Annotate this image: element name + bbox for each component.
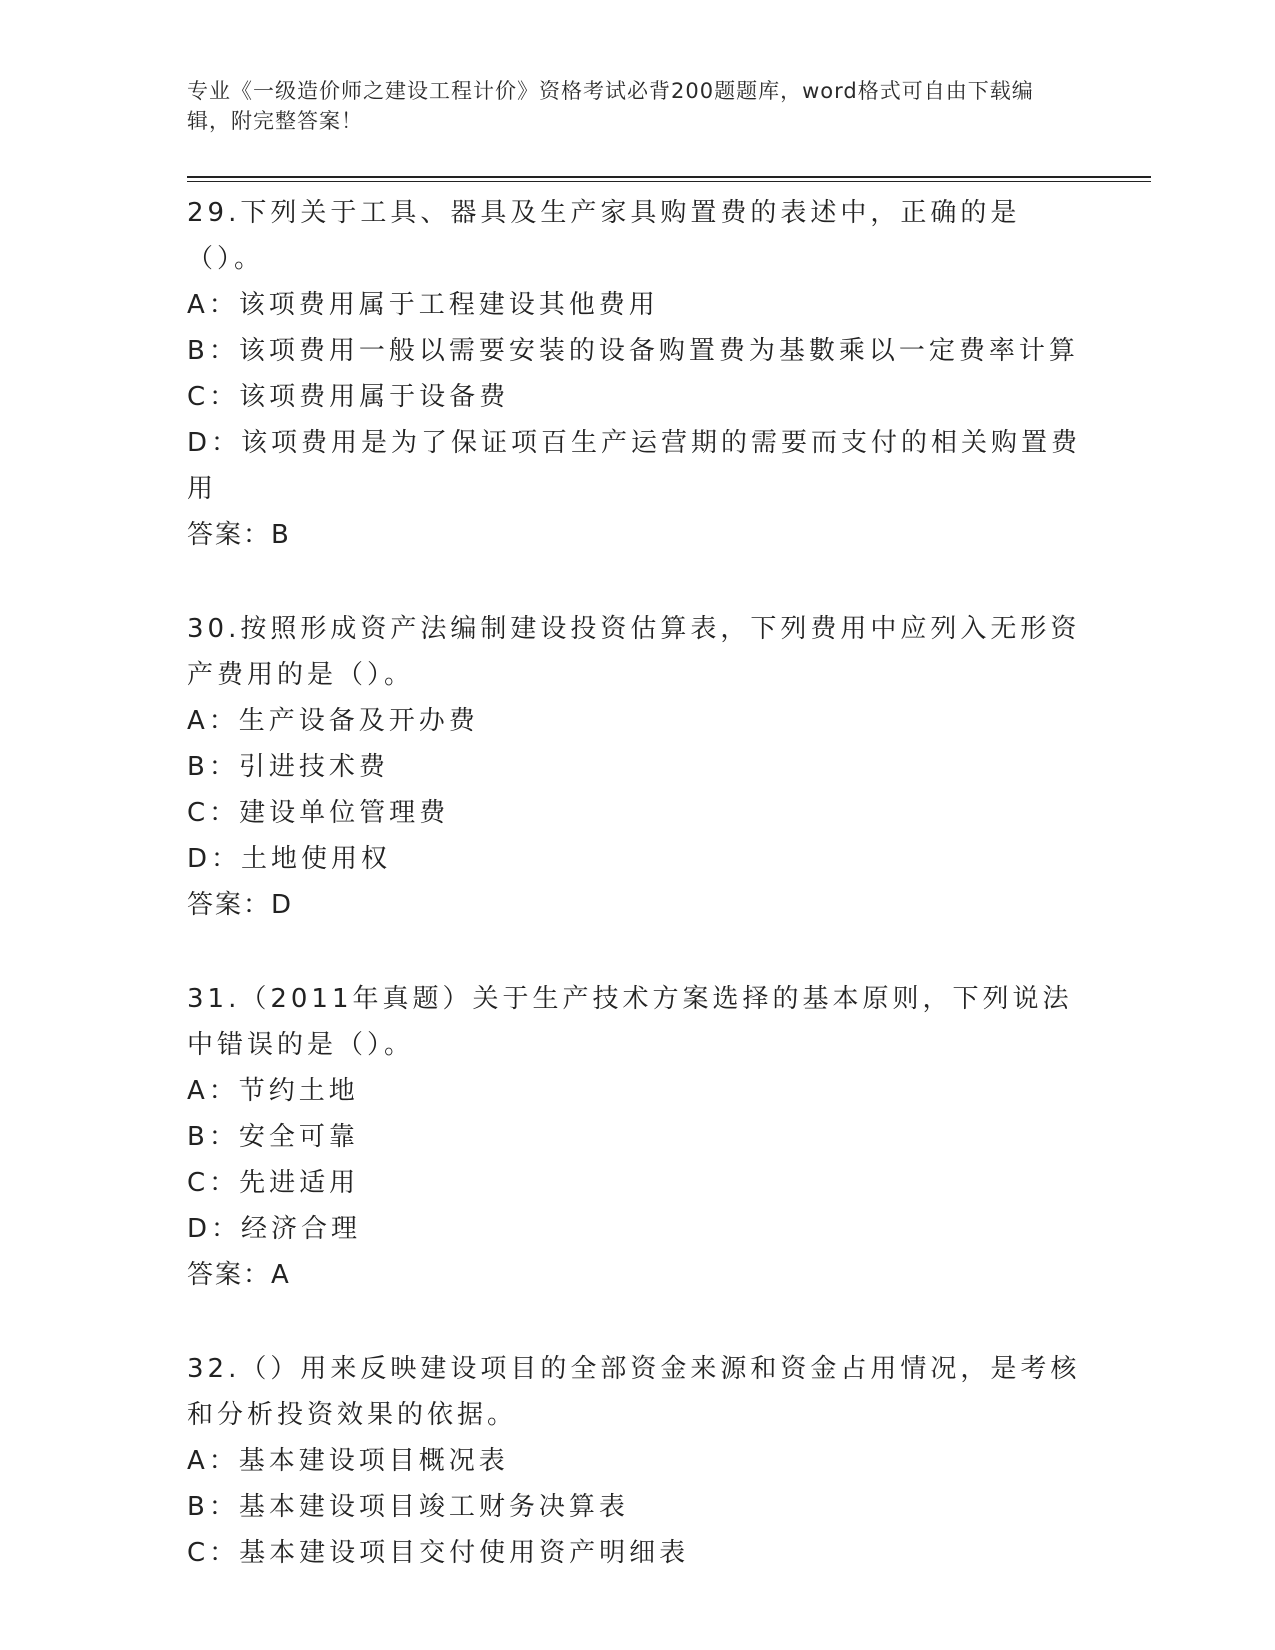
question-stem: 30.按照形成资产法编制建设投资估算表，下列费用中应列入无形资产费用的是（）。 xyxy=(187,614,1081,690)
answer: 答案：B xyxy=(187,520,291,550)
answer: 答案：A xyxy=(187,1260,291,1290)
option-c: C：基本建设项目交付使用资产明细表 xyxy=(187,1538,690,1568)
header-divider-thick xyxy=(187,176,1151,178)
option-b: B：该项费用一般以需要安装的设备购置费为基數乘以一定费率计算 xyxy=(187,336,1079,366)
option-a: A：节约土地 xyxy=(187,1076,359,1106)
option-c: C：先进适用 xyxy=(187,1168,360,1198)
option-b: B：基本建设项目竣工财务决算表 xyxy=(187,1492,629,1522)
option-c: C：该项费用属于设备费 xyxy=(187,382,510,412)
question-30 xyxy=(187,606,1087,928)
option-d: D：该项费用是为了保证项百生产运营期的需要而支付的相关购置费用 xyxy=(187,428,1082,504)
option-c: C：建设单位管理费 xyxy=(187,798,450,828)
question-32 xyxy=(187,1346,1087,1576)
question-31 xyxy=(187,976,1087,1298)
question-stem: 29.下列关于工具、器具及生产家具购置费的表述中，正确的是（）。 xyxy=(187,198,1021,274)
option-d: D：经济合理 xyxy=(187,1214,362,1244)
option-a: A：基本建设项目概况表 xyxy=(187,1446,509,1476)
question-list xyxy=(187,190,1087,1624)
option-a: A：生产设备及开办费 xyxy=(187,706,479,736)
option-d: D：土地使用权 xyxy=(187,844,392,874)
document-header: 专业《一级造价师之建设工程计价》资格考试必背200题题库，word格式可自由下载编辑，附完整答案！ xyxy=(187,79,1034,133)
answer: 答案：D xyxy=(187,890,294,920)
option-b: B：引进技术费 xyxy=(187,752,389,782)
question-stem: 32.（）用来反映建设项目的全部资金来源和资金占用情况，是考核和分析投资效果的依据。 xyxy=(187,1354,1081,1430)
header-divider-thin xyxy=(187,181,1151,182)
question-29 xyxy=(187,190,1087,558)
option-a: A：该项费用属于工程建设其他费用 xyxy=(187,290,659,320)
option-b: B：安全可靠 xyxy=(187,1122,359,1152)
question-stem: 31.（2011年真题）关于生产技术方案选择的基本原则，下列说法中错误的是（）。 xyxy=(187,984,1073,1060)
